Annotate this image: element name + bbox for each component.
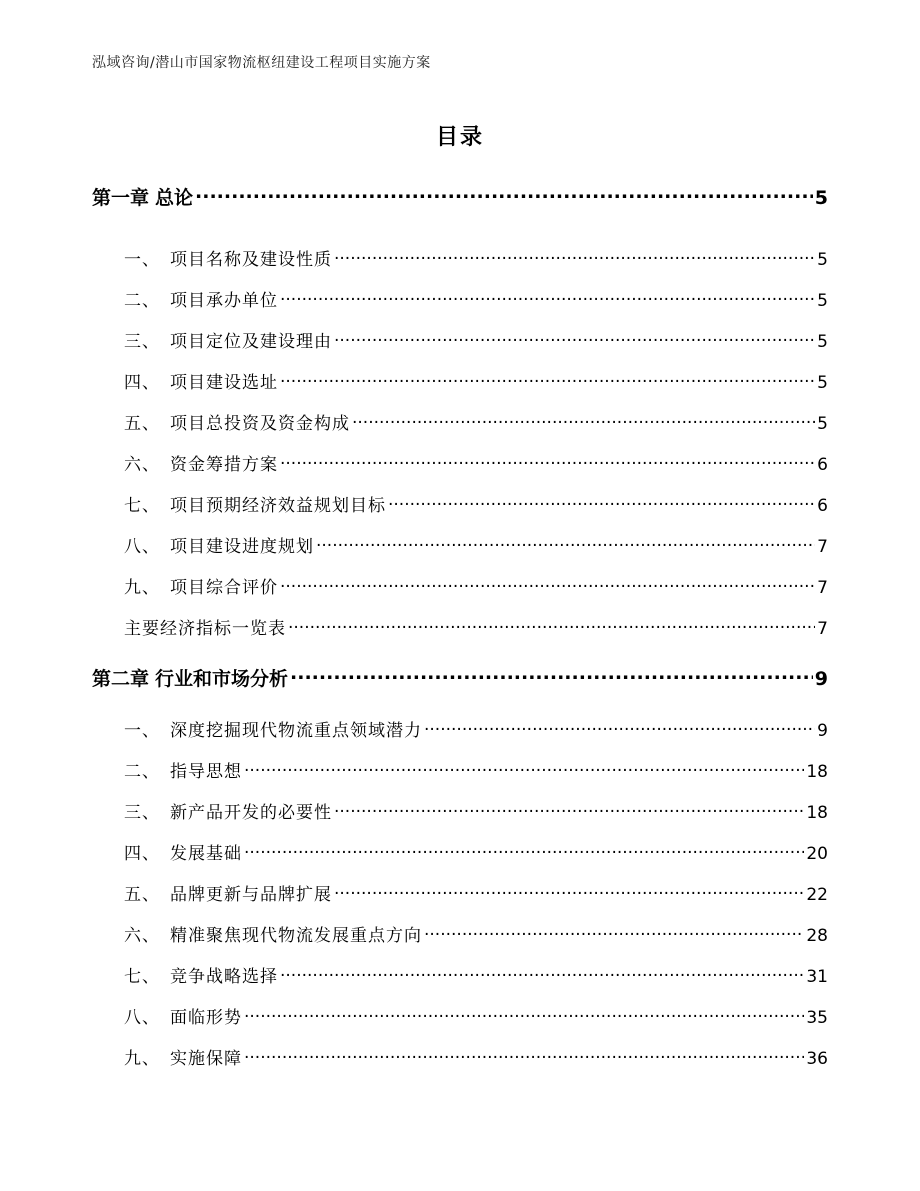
page-number: 7 bbox=[817, 537, 828, 557]
toc-title: 目录 bbox=[435, 125, 484, 150]
dot-leader bbox=[195, 185, 813, 204]
section-number: 八、 bbox=[124, 1008, 160, 1028]
page-number: 5 bbox=[817, 250, 828, 270]
section-number: 二、 bbox=[124, 762, 160, 782]
section-number: 四、 bbox=[124, 844, 160, 864]
section-number: 二、 bbox=[124, 291, 160, 311]
page-number: 6 bbox=[817, 455, 828, 475]
page-number: 28 bbox=[806, 926, 828, 946]
chapter-number: 第二章 bbox=[92, 668, 150, 690]
page-number: 7 bbox=[817, 578, 828, 598]
section-title: 品牌更新与品牌扩展 bbox=[170, 885, 332, 905]
section-number: 五、 bbox=[124, 885, 160, 905]
page-number: 6 bbox=[817, 496, 828, 516]
toc-section[interactable] bbox=[124, 921, 828, 946]
section-title: 深度挖掘现代物流重点领域潜力 bbox=[170, 721, 422, 741]
toc-section[interactable] bbox=[124, 409, 828, 434]
dot-leader bbox=[334, 330, 815, 347]
section-number: 六、 bbox=[124, 926, 160, 946]
chapter-number: 第一章 bbox=[92, 187, 150, 209]
page-number: 35 bbox=[806, 1008, 828, 1028]
dot-leader bbox=[280, 371, 815, 388]
section-title: 指导思想 bbox=[170, 762, 242, 782]
dot-leader bbox=[290, 666, 813, 685]
section-title: 项目综合评价 bbox=[170, 578, 278, 598]
section-number: 六、 bbox=[124, 455, 160, 475]
section-title: 项目预期经济效益规划目标 bbox=[170, 496, 386, 516]
section-number: 三、 bbox=[124, 332, 160, 352]
toc-section[interactable] bbox=[124, 1044, 828, 1069]
toc-section[interactable] bbox=[124, 716, 828, 741]
section-number: 七、 bbox=[124, 496, 160, 516]
toc-section[interactable] bbox=[124, 1003, 828, 1028]
page-number: 22 bbox=[806, 885, 828, 905]
section-title: 项目建设选址 bbox=[170, 373, 278, 393]
section-title: 新产品开发的必要性 bbox=[170, 803, 332, 823]
section-title: 项目承办单位 bbox=[170, 291, 278, 311]
section-title: 项目名称及建设性质 bbox=[170, 250, 332, 270]
dot-leader bbox=[244, 760, 804, 777]
toc-section[interactable] bbox=[124, 532, 828, 557]
chapter-title: 总论 bbox=[155, 187, 194, 209]
section-number: 九、 bbox=[124, 578, 160, 598]
toc-section[interactable] bbox=[124, 614, 828, 639]
page-number: 9 bbox=[817, 721, 828, 741]
page-number: 18 bbox=[806, 803, 828, 823]
toc-section[interactable] bbox=[124, 757, 828, 782]
section-title: 项目建设进度规划 bbox=[170, 537, 314, 557]
section-title: 发展基础 bbox=[170, 844, 242, 864]
page-number: 9 bbox=[814, 668, 828, 690]
section-number: 四、 bbox=[124, 373, 160, 393]
toc-section[interactable] bbox=[124, 327, 828, 352]
dot-leader bbox=[280, 453, 815, 470]
dot-leader bbox=[334, 248, 815, 265]
dot-leader bbox=[334, 883, 804, 900]
section-title: 主要经济指标一览表 bbox=[124, 619, 286, 639]
toc-section[interactable] bbox=[124, 839, 828, 864]
dot-leader bbox=[280, 965, 804, 982]
section-title: 竞争战略选择 bbox=[170, 967, 278, 987]
toc-section[interactable] bbox=[124, 450, 828, 475]
page-number: 5 bbox=[817, 291, 828, 311]
toc-section[interactable] bbox=[124, 798, 828, 823]
section-number: 九、 bbox=[124, 1049, 160, 1069]
page-number: 5 bbox=[817, 332, 828, 352]
toc-section[interactable] bbox=[124, 880, 828, 905]
page-number: 5 bbox=[817, 373, 828, 393]
section-title: 项目总投资及资金构成 bbox=[170, 414, 350, 434]
dot-leader bbox=[244, 1006, 804, 1023]
dot-leader bbox=[424, 924, 804, 941]
page-number: 7 bbox=[817, 619, 828, 639]
page-number: 18 bbox=[806, 762, 828, 782]
section-number: 一、 bbox=[124, 721, 160, 741]
dot-leader bbox=[334, 801, 804, 818]
section-title: 实施保障 bbox=[170, 1049, 242, 1069]
section-number: 一、 bbox=[124, 250, 160, 270]
section-title: 项目定位及建设理由 bbox=[170, 332, 332, 352]
dot-leader bbox=[424, 719, 815, 736]
section-title: 面临形势 bbox=[170, 1008, 242, 1028]
toc-section[interactable] bbox=[124, 962, 828, 987]
toc-section[interactable] bbox=[124, 245, 828, 270]
section-title: 资金筹措方案 bbox=[170, 455, 278, 475]
page-number: 5 bbox=[817, 414, 828, 434]
dot-leader bbox=[352, 412, 815, 429]
dot-leader bbox=[280, 576, 815, 593]
section-number: 八、 bbox=[124, 537, 160, 557]
page-number: 31 bbox=[806, 967, 828, 987]
section-number: 五、 bbox=[124, 414, 160, 434]
dot-leader bbox=[280, 289, 815, 306]
section-number: 七、 bbox=[124, 967, 160, 987]
dot-leader bbox=[244, 1047, 804, 1064]
dot-leader bbox=[288, 617, 815, 634]
header-rule bbox=[92, 78, 828, 79]
dot-leader bbox=[244, 842, 804, 859]
dot-leader bbox=[388, 494, 815, 511]
toc-chapter-2[interactable] bbox=[92, 664, 828, 691]
toc-section[interactable] bbox=[124, 368, 828, 393]
page-number: 36 bbox=[806, 1049, 828, 1069]
section-number: 三、 bbox=[124, 803, 160, 823]
dot-leader bbox=[316, 535, 815, 552]
toc-section[interactable] bbox=[124, 286, 828, 311]
page-number: 20 bbox=[806, 844, 828, 864]
page-number: 5 bbox=[814, 187, 828, 209]
section-title: 精准聚焦现代物流发展重点方向 bbox=[170, 926, 422, 946]
toc-chapter-1[interactable] bbox=[92, 183, 828, 210]
chapter-title: 行业和市场分析 bbox=[155, 668, 289, 690]
toc-section[interactable] bbox=[124, 491, 828, 516]
running-header: 泓域咨询/潜山市国家物流枢纽建设工程项目实施方案 bbox=[92, 55, 431, 71]
toc-section[interactable] bbox=[124, 573, 828, 598]
